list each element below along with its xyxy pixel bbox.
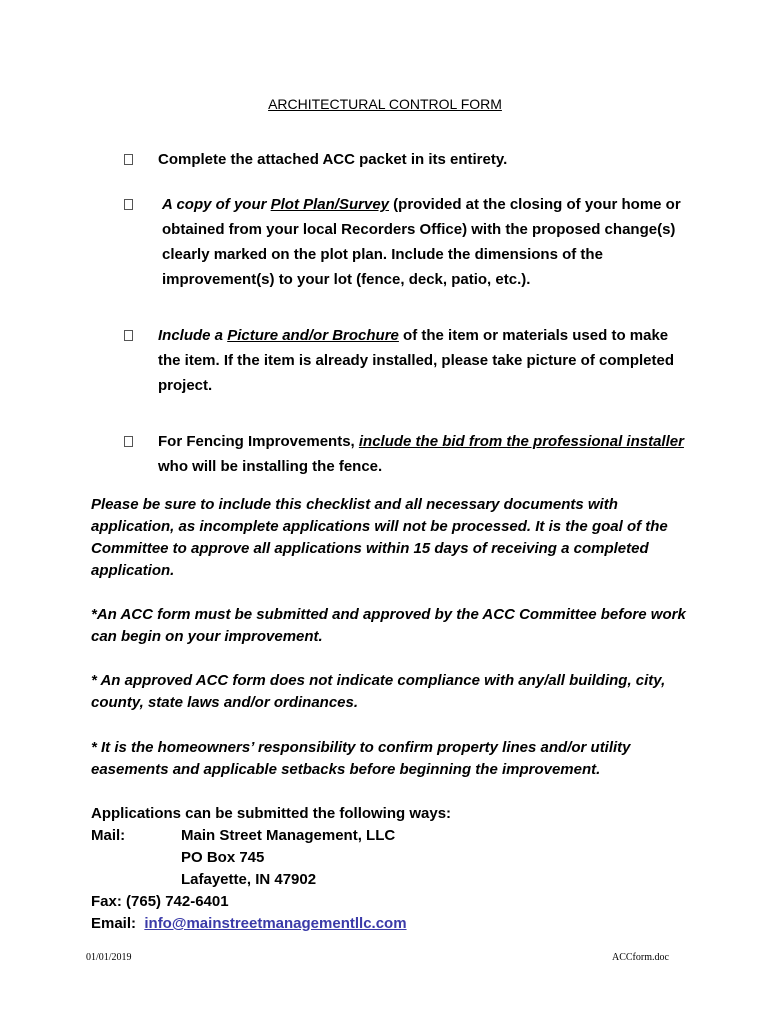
- checklist-item-text: Complete the attached ACC packet in its entirety.: [158, 151, 508, 168]
- checkbox-icon: [124, 199, 133, 210]
- email-label: Email:: [91, 915, 137, 932]
- checklist-item-text: [126, 429, 686, 479]
- plot-plan-survey-emphasis: Plot Plan/Survey: [270, 196, 389, 213]
- page-title: ARCHITECTURAL CONTROL FORM: [268, 96, 502, 112]
- approval-required-note: *An ACC form must be submitted and approved by the ACC Committee before work can begin on your improvement.: [91, 606, 686, 645]
- plot-plan-prefix: A copy of your: [162, 196, 271, 213]
- mail-address-line2: PO Box 745: [181, 849, 265, 866]
- mail-label: Mail:: [91, 827, 126, 844]
- contact-section: [91, 803, 691, 935]
- email-row: [91, 913, 691, 935]
- picture-brochure-emphasis: Picture and/or Brochure: [227, 327, 399, 344]
- plot-plan-rest: (provided at the closing of your home or obtained from your local Recorders Office) with the proposed change(s) clearly marked on the plot plan. Include the dimensions of the improvement(s) to your lot (fence, deck, patio, etc.).: [162, 196, 681, 288]
- completeness-note: Please be sure to include this checklist and all necessary documents with application, as incomplete applications will not be processed. It is the goal of the Committee to approve all applications within 15 days of receiving a completed application.: [91, 496, 668, 579]
- compliance-note: * An approved ACC form does not indicate compliance with any/all building, city, county, state laws and/or ordinances.: [91, 672, 666, 711]
- footer-date: 01/01/2019: [86, 952, 132, 963]
- fencing-prefix: For Fencing Improvements,: [158, 433, 359, 450]
- checkbox-icon: [124, 330, 133, 341]
- checklist-item-text: [126, 192, 686, 292]
- checklist-item-packet: [126, 147, 686, 172]
- mail-row-3: [91, 869, 691, 891]
- checkbox-icon: [124, 436, 133, 447]
- mail-address-line1: Main Street Management, LLC: [181, 827, 396, 844]
- mail-row-2: [91, 847, 691, 869]
- picture-prefix: Include a: [158, 327, 228, 344]
- fencing-bid-emphasis: include the bid from the professional installer: [358, 433, 684, 450]
- checklist-item-picture: [126, 323, 686, 398]
- email-link[interactable]: info@mainstreetmanagementllc.com: [144, 915, 407, 932]
- mail-row: [91, 825, 691, 847]
- fax-line: Fax: (765) 742-6401: [91, 893, 229, 910]
- checklist-item-text: [126, 323, 686, 398]
- footer-filename: ACCform.doc: [612, 952, 669, 963]
- submission-intro: Applications can be submitted the following ways:: [91, 805, 452, 822]
- mail-address-line3: Lafayette, IN 47902: [181, 871, 317, 888]
- checkbox-icon: [124, 154, 133, 165]
- picture-rest: of the item or materials used to make the item. If the item is already installed, please take picture of completed project.: [158, 327, 674, 394]
- checklist-item-plot-plan: [126, 192, 686, 292]
- responsibility-note: * It is the homeowners’ responsibility to confirm property lines and/or utility easements and applicable setbacks before beginning the improvement.: [91, 739, 631, 778]
- checklist-item-fencing: [126, 429, 686, 479]
- fencing-rest: who will be installing the fence.: [158, 458, 383, 475]
